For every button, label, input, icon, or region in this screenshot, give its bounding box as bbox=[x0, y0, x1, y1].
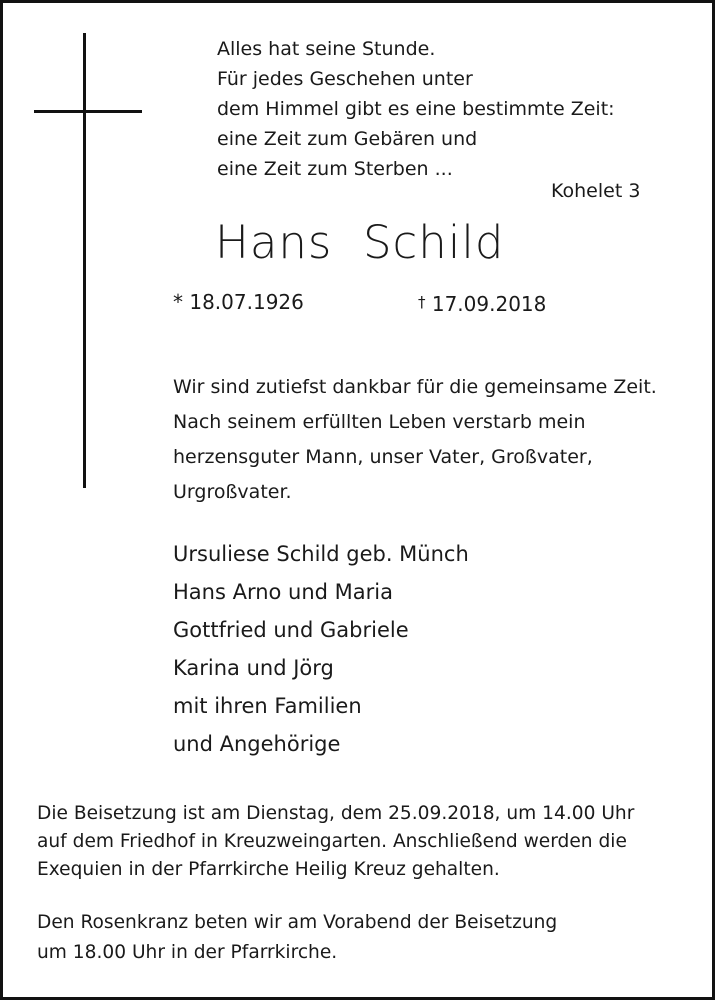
gratitude-line: Urgroßvater. bbox=[173, 481, 292, 503]
cross-vertical-bar bbox=[83, 33, 86, 488]
rosary-line: Den Rosenkranz beten wir am Vorabend der Beisetzung bbox=[37, 912, 558, 933]
gratitude-line: herzensguter Mann, unser Vater, Großvater, bbox=[173, 446, 593, 468]
rosary-line: um 18.00 Uhr in der Pfarrkirche. bbox=[37, 942, 338, 963]
funeral-info bbox=[37, 800, 707, 884]
rosary-info bbox=[37, 908, 707, 968]
verse-line: Für jedes Geschehen unter bbox=[217, 68, 473, 90]
funeral-line: Exequien in der Pfarrkirche Heilig Kreuz gehalten. bbox=[37, 859, 500, 880]
mourner-line: und Angehörige bbox=[173, 732, 341, 756]
mourners-list bbox=[173, 535, 693, 763]
death-cross-icon: † bbox=[418, 293, 426, 311]
mourner-line: mit ihren Familien bbox=[173, 694, 362, 718]
death-date-line bbox=[418, 288, 546, 318]
funeral-line: Die Beisetzung ist am Dienstag, dem 25.09.2018, um 14.00 Uhr bbox=[37, 803, 635, 824]
gratitude-line: Wir sind zutiefst dankbar für die gemeinsame Zeit. bbox=[173, 376, 657, 398]
deceased-name: Hans Schild bbox=[215, 216, 505, 269]
gratitude-text bbox=[173, 370, 703, 510]
birth-star-icon: * bbox=[173, 290, 183, 314]
cross-horizontal-bar bbox=[34, 110, 142, 113]
gratitude-line: Nach seinem erfüllten Leben verstarb mein bbox=[173, 411, 586, 433]
birth-date-line bbox=[173, 288, 304, 316]
verse-line: eine Zeit zum Sterben ... bbox=[217, 158, 453, 180]
funeral-line: auf dem Friedhof in Kreuzweingarten. Anschließend werden die bbox=[37, 831, 627, 852]
mourner-line: Hans Arno und Maria bbox=[173, 580, 393, 604]
mourner-line: Ursuliese Schild geb. Münch bbox=[173, 542, 469, 566]
verse-source: Kohelet 3 bbox=[551, 180, 641, 202]
birth-date: 18.07.1926 bbox=[189, 290, 304, 314]
verse-line: eine Zeit zum Gebären und bbox=[217, 128, 478, 150]
verse-line: dem Himmel gibt es eine bestimmte Zeit: bbox=[217, 98, 615, 120]
death-date: 17.09.2018 bbox=[431, 292, 547, 316]
verse-line: Alles hat seine Stunde. bbox=[217, 38, 436, 60]
bible-verse bbox=[217, 34, 687, 184]
mourner-line: Gottfried und Gabriele bbox=[173, 618, 409, 642]
mourner-line: Karina und Jörg bbox=[173, 656, 334, 680]
